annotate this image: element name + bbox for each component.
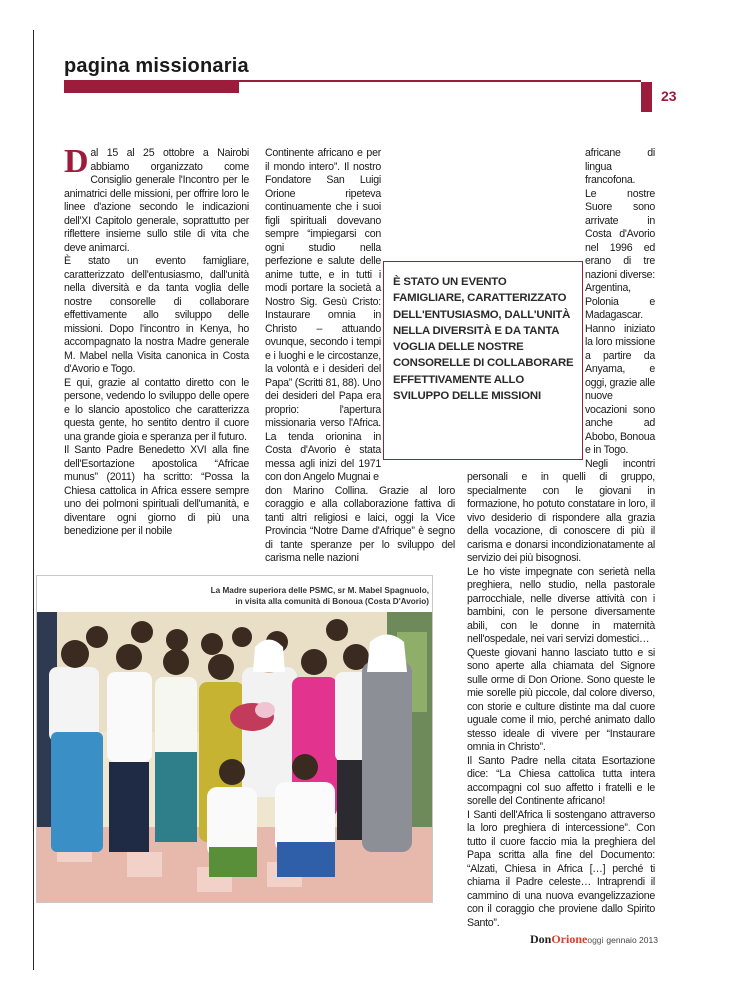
section-title: pagina missionaria [64, 55, 249, 77]
article-paragraph: Le ho viste impegnate con serietà nella preghiera, nello studio, nella pastorale parrocchiale, nelle diverse attività con i bambini, con le persone diversamente abili, con le donne in maternità nell'ospedale, nei vari servizi domestici… [467, 565, 655, 645]
footer-date: gennaio 2013 [606, 935, 658, 945]
dropcap: D [64, 143, 89, 180]
article-paragraph: Il Santo Padre nella citata Esortazione dice: “La Chiesa cattolica tutta intera accompagni col suo affetto i fratelli e le sorelle del Continente africano! [467, 754, 655, 807]
pull-quote: È STATO UN EVENTO FAMIGLIARE, CARATTERIZZATO DELL'ENTUSIASMO, DALL'UNITÀ NELLA DIVERSITÀ E DA TANTA VOGLIA DELLE NOSTRE CONSORELLE DI COLLABORARE EFFETTIVAMENTE ALLO SVILUPPO DELLE MISSIONI [383, 261, 583, 460]
article-paragraph: Queste giovani hanno lasciato tutto e si sono aperte alla chiamata del Signore sulle orme di Don Orione. Sono queste le mie sorelle più piccole, dal colore diverso, con storie e culture distinte ma dal cuore uguale come il mio, perché animato dallo stesso ideale di vivere per “Instaurare omnia in Christo”. [467, 646, 655, 753]
page-number: 23 [661, 88, 677, 104]
article-paragraph: africane di lingua francofona. [585, 147, 655, 186]
article-paragraph: don Marino Collina. Grazie al loro coraggio e alla collaborazione fattiva di tanti altri religiosi e laici, oggi la Vice Provincia “Notre Dame d'Afrique” è segno di tante speranze per lo sviluppo del carisma nelle nazioni [265, 484, 455, 564]
margin-rule [33, 30, 34, 970]
article-paragraph: I Santi dell'Africa li sostengano attraverso la loro preghiera di intercessione”. Con tutto il cuore faccio mia la preghiera del Papa scritta alla fine del Documento: “Alzati, Chiesa in Africa […] perché ti chiama il Padre celeste… Intraprendi il cammino di una nuova evangelizzazione con il coraggio che proviene dallo Spirito Santo”. [467, 808, 655, 929]
group-photo-illustration [37, 612, 432, 902]
article-paragraph: Dal 15 al 25 ottobre a Nairobi abbiamo organizzato come Consiglio generale l'Incontro per le animatrici delle missioni, per offrire loro le linee d'azione secondo le indicazioni dell'XI Capitolo generale, soprattutto per riflettere insieme sullo stile di vita che deve animarci. [64, 143, 249, 254]
article-column-1 [64, 143, 249, 539]
brand-oggi: oggi [587, 935, 604, 945]
footer-brand [530, 932, 658, 947]
page-number-bar [641, 82, 652, 112]
article-paragraph: Negli incontri personali e in quelli di gruppo, specialmente con le giovani in formazione, ho potuto constatare in loro, il vivo desiderio di rispondere alla grazia della vocazione, di conoscere di più il carisma e donarsi incondizionatamente al servizio dei più bisognosi. [467, 457, 655, 564]
brand-don: Don [530, 932, 552, 946]
article-paragraph: Le nostre Suore sono arrivate in Costa d'Avorio nel 1996 ed erano di tre nazioni diverse: Argentina, Polonia e Madagascar. Hanno iniziato la loro missione a partire da Anyama, e oggi, grazie alle nuove vocazioni sono anche ad Abobo, Bonoua e in Togo. [585, 187, 655, 456]
article-paragraph: Continente africano e per il mondo intero”. Il nostro Fondatore San Luigi Orione ripeteva continuamente che i suoi figli spirituali dovevano sempre “impiegarsi con ogni studio nella perfezione e salute delle anime tutte, e in tutti i modi portare la società a Nostro Sig. Gesù Cristo: Instaurare omnia in Christo – attuando ovunque, secondo i tempi e i luoghi e le circostanze, la volontà e i desideri del Papa” (Scritti 81, 88). Uno dei desideri del Papa era proprio: l'apertura missionaria verso l'Africa. La tenda orionina in Costa d'Avorio è stata messa agli inizi del 1971 con don Angelo Mugnai e [265, 147, 381, 483]
article-paragraph: Il Santo Padre Benedetto XVI alla fine dell'Esortazione apostolica “Africae munus” (2011) ha scritto: “Possa la Chiesa cattolica in Africa essere sempre uno dei polmoni spirituali dell'umanità, e diventare ogni giorno di più una benedizione per il nobile [64, 444, 249, 537]
header-accent-bar [64, 82, 239, 93]
article-paragraph: E qui, grazie al contatto diretto con le persone, vedendo lo sviluppo delle opere e lo slancio apostolico che caratterizza questa gente, ho sentito dentro il cuore una grande gioia e speranza per il futuro. [64, 376, 249, 443]
brand-orione: Orione [551, 932, 588, 946]
article-paragraph: È stato un evento famigliare, caratterizzato dell'entusiasmo, dall'unità nella diversità e da tanta voglia delle nostre consorelle di collaborare effettivamente allo sviluppo delle missioni. Dopo l'incontro in Kenya, ho accompagnato la nostra Madre generale M. Mabel nella Visita canonica in Costa d'Avorio e Togo. [64, 255, 249, 375]
photo-caption: La Madre superiora delle PSMC, sr M. Mabel Spagnuolo, in visita alla comunità di Bonoua (Costa D'Avorio) [210, 586, 429, 606]
group-photo [37, 612, 432, 902]
